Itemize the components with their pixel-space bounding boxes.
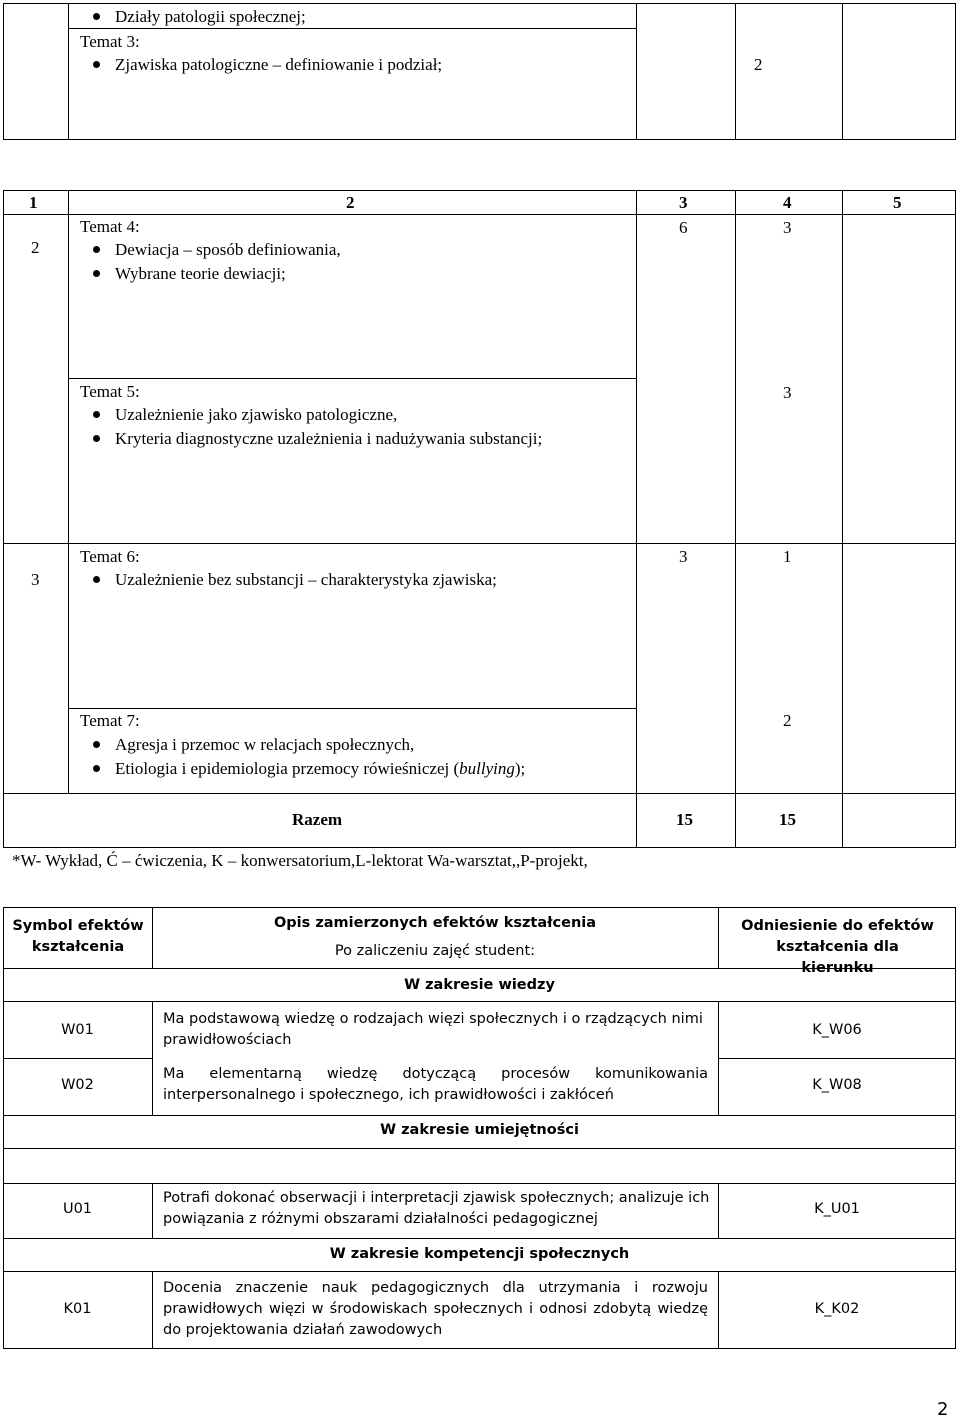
topic-item: Zjawiska patologiczne – definiowanie i podział; [115, 55, 443, 74]
topic-item: Uzależnienie jako zjawisko patologiczne, [115, 405, 398, 424]
topic-heading: Temat 6: [80, 547, 140, 566]
section-heading: W zakresie kompetencji społecznych [329, 1246, 630, 1262]
column-header-reference: Odniesienie do efektów kształcenia dla kierunku [741, 918, 934, 976]
hours-value: 6 [679, 218, 688, 237]
hours-value: 2 [783, 711, 792, 730]
outcome-description: Potrafi dokonać obserwacji i interpretacji zjawisk społecznych; analizuje ich powiązania z różnymi obszarami działalności pedagogicznej [163, 1190, 710, 1227]
section-heading: W zakresie umiejętności [380, 1122, 579, 1138]
outcome-description: interpersonalnego i społecznego, ich prawidłowości i zakłóceń [163, 1087, 614, 1103]
column-header-symbol: Symbol efektów kształcenia [12, 918, 144, 955]
legend-note: *W- Wykład, Ć – ćwiczenia, K – konwersatorium,L-lektorat Wa-warsztat,,P-projekt, [12, 851, 588, 870]
column-header: 5 [893, 193, 902, 212]
bullet-icon [93, 246, 100, 253]
bullet-icon [93, 13, 100, 20]
topic-heading: Temat 7: [80, 711, 140, 730]
topic-item: Wybrane teorie dewiacji; [115, 264, 286, 283]
total-label: Razem [292, 810, 343, 829]
outcome-symbol: W02 [61, 1077, 94, 1093]
topic-item: Dewiacja – sposób definiowania, [115, 240, 341, 259]
page-number: 2 [937, 1399, 949, 1420]
topic-item: Uzależnienie bez substancji – charakterystyka zjawiska; [115, 570, 497, 589]
bullet-icon [93, 270, 100, 277]
outcome-description: Ma elementarną wiedzę dotyczącą procesów komunikowania [163, 1066, 708, 1082]
outcome-symbol: U01 [62, 1201, 93, 1217]
hours-value: 2 [754, 55, 763, 74]
row-number: 2 [31, 238, 40, 257]
hours-value: 1 [783, 547, 792, 566]
column-header: 3 [679, 193, 688, 212]
hours-value: 3 [783, 218, 792, 237]
column-header-subtitle: Po zaliczeniu zajęć student: [334, 943, 536, 959]
outcome-description: prawidłowych więzi w środowiskach społecznych i odnosi zdobytą wiedzę [163, 1301, 708, 1317]
outcome-reference: K_K02 [814, 1301, 860, 1317]
bullet-icon [93, 765, 100, 772]
topic-item: Etiologia i epidemiologia przemocy rówieśniczej (bullying); [115, 759, 526, 778]
outcome-description: Ma podstawową wiedzę o rodzajach więzi społecznych i o rządzących nimi prawidłowościach [163, 1011, 703, 1048]
outcome-reference: K_W08 [812, 1077, 862, 1093]
hours-value: 3 [783, 383, 792, 402]
bullet-icon [93, 61, 100, 68]
bullet-icon [93, 411, 100, 418]
outcome-reference: K_U01 [814, 1201, 860, 1217]
outcome-reference: K_W06 [812, 1022, 862, 1038]
column-header: 2 [346, 193, 355, 212]
bullet-icon [93, 741, 100, 748]
outcome-symbol: K01 [63, 1301, 92, 1317]
row-number: 3 [31, 570, 40, 589]
bullet-icon [93, 576, 100, 583]
topic-heading: Temat 4: [80, 217, 140, 236]
outcome-description: Docenia znaczenie nauk pedagogicznych dla utrzymania i rozwoju [163, 1280, 708, 1296]
topic-heading: Temat 5: [80, 382, 140, 401]
outcome-description: do projektowania działań zawodowych [163, 1322, 443, 1338]
total-value: 15 [779, 810, 796, 829]
topic-item: Agresja i przemoc w relacjach społecznych, [115, 735, 415, 754]
topic-heading: Temat 3: [80, 32, 140, 51]
hours-value: 3 [679, 547, 688, 566]
total-value: 15 [676, 810, 693, 829]
column-header: 1 [29, 193, 38, 212]
section-heading: W zakresie wiedzy [404, 977, 555, 993]
topic-item: Działy patologii społecznej; [115, 7, 306, 26]
outcome-symbol: W01 [61, 1022, 94, 1038]
column-header: 4 [783, 193, 792, 212]
column-header-description: Opis zamierzonych efektów kształcenia [273, 915, 597, 931]
bullet-icon [93, 435, 100, 442]
topic-item: Kryteria diagnostyczne uzależnienia i nadużywania substancji; [115, 429, 543, 448]
